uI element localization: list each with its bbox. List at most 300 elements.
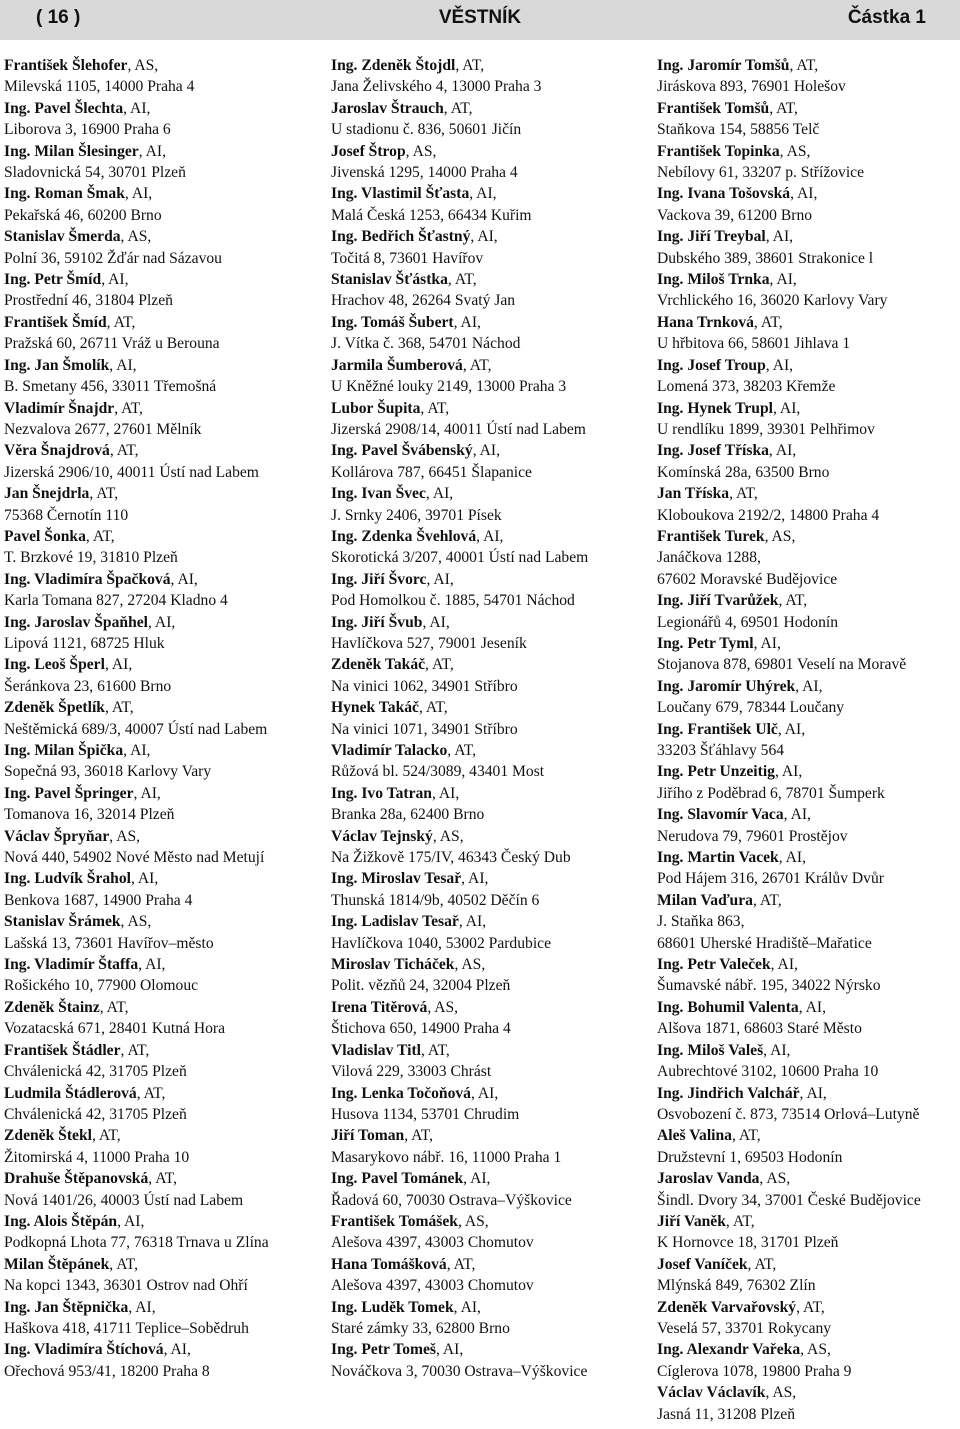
person-name: Ludmila Štádlerová	[4, 1084, 137, 1102]
qualification-code: , AI,	[472, 442, 500, 460]
person-address: Havlíčkova 527, 79001 Jeseník	[331, 634, 527, 652]
person-address: Žitomirská 4, 11000 Praha 10	[4, 1148, 190, 1166]
person-entry	[4, 1083, 304, 1126]
entry-name-line	[331, 783, 631, 804]
person-address: Chválenická 42, 31705 Plzeň	[4, 1105, 187, 1123]
person-entry	[331, 1168, 631, 1211]
person-entry	[657, 55, 957, 98]
qualification-code: , AI,	[133, 784, 161, 802]
entry-name-line	[657, 141, 957, 162]
qualification-code: , AT,	[418, 699, 448, 717]
entry-name-line	[4, 526, 304, 547]
person-name: Ing. Lenka Točoňová	[331, 1084, 471, 1102]
person-name: Ing. Luděk Tomek	[331, 1298, 454, 1316]
person-name: Ing. Pavel Švábenský	[331, 442, 473, 460]
person-entry	[331, 55, 631, 98]
qualification-code: , AI,	[101, 271, 129, 289]
entry-name-line	[331, 440, 631, 461]
qualification-code: , AI,	[138, 142, 167, 160]
person-entry	[331, 526, 631, 569]
entry-name-line	[657, 590, 957, 611]
entry-name-line	[657, 1297, 957, 1318]
entry-name-line	[331, 312, 631, 333]
person-name: Zdeněk Špetlík	[4, 699, 105, 717]
qualification-code: , AI,	[123, 99, 151, 117]
person-address: Vozatacská 671, 28401 Kutná Hora	[4, 1020, 225, 1038]
person-entry	[657, 312, 957, 355]
entry-name-line	[4, 183, 304, 204]
person-name: Drahuše Štěpanovská	[4, 1170, 149, 1188]
person-entry	[657, 141, 957, 184]
person-name: Ing. Tomáš Šubert	[331, 313, 454, 331]
qualification-code: , AT,	[443, 99, 473, 117]
issue-part: Částka 1	[847, 7, 926, 28]
person-name: Ing. Vladimíra Špačková	[4, 570, 171, 588]
person-address: Nebílovy 61, 33207 p. Střížovice	[657, 164, 865, 182]
entry-name-line	[4, 355, 304, 376]
person-name: Ing. Petr Unzeitig	[657, 763, 775, 781]
entry-name-line	[4, 312, 304, 333]
person-address: Lipová 1121, 68725 Hluk	[4, 634, 165, 652]
person-entry	[657, 719, 957, 762]
qualification-code: , AI,	[770, 956, 798, 974]
person-name: Ing. Petr Tyml	[657, 634, 754, 652]
entry-name-line	[331, 654, 631, 675]
person-name: Ing. Ivo Tatran	[331, 784, 432, 802]
entry-name-line	[657, 997, 957, 1018]
entry-name-line	[331, 1083, 631, 1104]
person-name: Ing. Jiří Treybal	[657, 228, 766, 246]
page-header	[0, 0, 960, 40]
qualification-code: , AI,	[163, 1341, 191, 1359]
person-address: Jiřího z Poděbrad 6, 78701 Šumperk	[657, 784, 885, 802]
entry-name-line	[4, 826, 304, 847]
person-address: 67602 Moravské Budějovice	[657, 570, 838, 588]
person-name: Zdeněk Štekl	[4, 1127, 92, 1145]
qualification-code: , AI,	[469, 185, 497, 203]
person-name: Ing. Petr Valeček	[657, 956, 771, 974]
qualification-code: , AI,	[148, 613, 176, 631]
person-name: Věra Šnajdrová	[4, 442, 110, 460]
entry-name-line	[657, 1040, 957, 1061]
qualification-code: , AS,	[120, 913, 152, 931]
qualification-code: , AT,	[447, 271, 477, 289]
qualification-code: , AI,	[777, 720, 806, 738]
person-entry	[4, 269, 304, 312]
entry-name-line	[657, 890, 957, 911]
entry-name-line	[657, 954, 957, 975]
qualification-code: , AT,	[420, 1041, 450, 1059]
person-name: František Šmíd	[4, 313, 107, 331]
entry-name-line	[657, 440, 957, 461]
person-address: Pekařská 46, 60200 Brno	[4, 206, 162, 224]
qualification-code: , AI,	[425, 485, 454, 503]
person-entry	[4, 226, 304, 269]
qualification-code: , AI,	[461, 870, 489, 888]
person-address: Vrchlického 16, 36020 Karlovy Vary	[657, 292, 888, 310]
qualification-code: , AS,	[432, 827, 464, 845]
entry-name-line	[331, 740, 631, 761]
qualification-code: , AS,	[759, 1170, 791, 1188]
person-address: Na vinici 1071, 34901 Stříbro	[331, 720, 518, 738]
qualification-code: , AT,	[91, 1127, 121, 1145]
person-entry	[331, 954, 631, 997]
person-address: Aubrechtové 3102, 10600 Praha 10	[657, 1063, 879, 1081]
qualification-code: , AT,	[725, 1212, 755, 1230]
entry-name-line	[4, 1211, 304, 1232]
qualification-code: , AI,	[768, 442, 797, 460]
person-address: Ořechová 953/41, 18200 Praha 8	[4, 1362, 210, 1380]
person-entry	[657, 1125, 957, 1168]
person-name: Jan Tříska	[657, 485, 730, 503]
entry-name-line	[4, 783, 304, 804]
person-address: J. Vítka č. 368, 54701 Náchod	[331, 335, 521, 353]
qualification-code: , AT,	[447, 742, 476, 759]
person-name: Zdeněk Štainz	[4, 998, 100, 1016]
entry-name-line	[657, 1168, 957, 1189]
person-entry	[4, 1211, 304, 1254]
person-entry	[331, 141, 631, 184]
entry-name-line	[331, 1125, 631, 1146]
entry-name-line	[331, 1297, 631, 1318]
entry-name-line	[4, 440, 304, 461]
person-name: Milan Štěpánek	[4, 1255, 110, 1273]
entry-name-line	[331, 98, 631, 119]
qualification-code: , AS,	[457, 1212, 489, 1230]
person-address: Nováčkova 3, 70030 Ostrava–Výškovice	[331, 1362, 588, 1380]
person-entry	[4, 55, 304, 98]
qualification-code: , AT,	[420, 399, 450, 417]
person-entry	[4, 526, 304, 569]
person-address: Staňkova 154, 58856 Telč	[657, 121, 820, 139]
person-name: Ing. Jiří Švorc	[331, 570, 427, 588]
person-name: Ing. Jaroslav Špaňhel	[4, 613, 148, 631]
entry-name-line	[331, 398, 631, 419]
person-address: Stojanova 878, 69801 Veselí na Moravě	[657, 656, 907, 674]
person-name: Jan Šnejdrla	[4, 485, 90, 503]
person-name: Miroslav Ticháček	[331, 956, 455, 974]
entry-name-line	[4, 954, 304, 975]
person-name: Jaroslav Vanda	[657, 1170, 760, 1188]
qualification-code: , AI,	[778, 849, 807, 867]
person-entry	[4, 654, 304, 697]
person-entry	[331, 1040, 631, 1083]
qualification-code: , AT,	[89, 485, 119, 503]
person-name: Ing. Zdeněk Štojdl	[331, 57, 456, 74]
entry-name-line	[331, 526, 631, 547]
person-address: Neštěmická 689/3, 40007 Ústí nad Labem	[4, 720, 268, 738]
person-entry	[4, 483, 304, 526]
entry-name-line	[4, 997, 304, 1018]
person-entry	[331, 911, 631, 954]
entry-name-line	[657, 183, 957, 204]
entry-name-line	[331, 226, 631, 247]
person-entry	[331, 269, 631, 312]
entry-name-line	[657, 312, 957, 333]
person-address: Štichova 650, 14900 Praha 4	[331, 1020, 511, 1038]
qualification-code: , AI,	[170, 570, 198, 588]
qualification-code: , AI,	[453, 313, 481, 331]
person-entry	[331, 997, 631, 1040]
person-address: T. Brzkové 19, 31810 Plzeň	[4, 549, 178, 567]
person-entry	[657, 590, 957, 633]
person-entry	[4, 440, 304, 483]
qualification-code: , AI,	[798, 998, 826, 1016]
person-address: Jizerská 2906/10, 40011 Ústí nad Labem	[4, 463, 259, 481]
person-name: Hana Trnková	[657, 313, 754, 331]
person-entry	[331, 1339, 631, 1382]
qualification-code: , AS,	[427, 998, 459, 1016]
qualification-code: , AI,	[422, 613, 450, 631]
person-entry	[657, 1083, 957, 1126]
person-name: Jiří Vaněk	[657, 1212, 726, 1230]
entry-name-line	[331, 569, 631, 590]
entry-name-line	[657, 719, 957, 740]
person-name: Ing. Slavomír Vaca	[657, 806, 784, 824]
qualification-code: , AI,	[765, 356, 794, 374]
person-entry	[657, 804, 957, 847]
person-entry	[4, 312, 304, 355]
qualification-code: , AI,	[470, 1084, 499, 1102]
person-name: Stanislav Šmerda	[4, 228, 121, 246]
person-address: B. Smetany 456, 33011 Třemošná	[4, 378, 217, 396]
entry-name-line	[331, 1211, 631, 1232]
person-address: Branka 28a, 62400 Brno	[331, 806, 485, 824]
entry-name-line	[4, 1083, 304, 1104]
person-address: Sladovnická 54, 30701 Plzeň	[4, 164, 186, 182]
entry-name-line	[4, 868, 304, 889]
person-address: Alešova 4397, 43003 Chomutov	[331, 1234, 534, 1252]
person-entry	[331, 355, 631, 398]
person-entry	[4, 612, 304, 655]
person-name: Zdeněk Varvařovský	[657, 1298, 797, 1316]
person-address: Alešova 4397, 43003 Chomutov	[331, 1277, 534, 1295]
person-address: Na vinici 1062, 34901 Stříbro	[331, 677, 518, 695]
qualification-code: , AT,	[136, 1084, 166, 1102]
person-name: Irena Titěrová	[331, 998, 428, 1016]
qualification-code: , AT,	[120, 1041, 150, 1059]
person-address: Na kopci 1343, 36301 Ostrov nad Ohří	[4, 1277, 248, 1295]
person-entry	[331, 569, 631, 612]
person-name: Ing. Milan Špička	[4, 742, 124, 759]
person-address: Nová 440, 54902 Nové Město nad Metují	[4, 849, 265, 867]
person-name: Hana Tomášková	[331, 1255, 447, 1273]
person-entry	[331, 783, 631, 826]
person-address: U stadionu č. 836, 50601 Jičín	[331, 121, 522, 139]
qualification-code: , AT,	[99, 998, 129, 1016]
person-entry	[4, 1297, 304, 1340]
qualification-code: , AS,	[405, 142, 437, 160]
entry-name-line	[331, 697, 631, 718]
entry-name-line	[657, 761, 957, 782]
entry-name-line	[331, 1040, 631, 1061]
person-entry	[331, 1211, 631, 1254]
person-address: Na Žižkově 175/IV, 46343 Český Dub	[331, 849, 571, 867]
qualification-code: , AI,	[435, 1341, 464, 1359]
person-name: Aleš Valina	[657, 1127, 732, 1145]
entry-name-line	[657, 226, 957, 247]
person-address: Polní 36, 59102 Žďár nad Sázavou	[4, 249, 222, 267]
qualification-code: , AI,	[476, 527, 504, 545]
person-entry	[657, 1211, 957, 1254]
person-address: Staré zámky 33, 62800 Brno	[331, 1319, 510, 1337]
person-name: Vladislav Titl	[331, 1041, 421, 1059]
person-address: Pod Homolkou č. 1885, 54701 Náchod	[331, 592, 575, 610]
person-address: Podkopná Lhota 77, 76318 Trnava u Zlína	[4, 1234, 269, 1252]
qualification-code: , AT,	[114, 399, 143, 417]
person-name: Stanislav Šrámek	[4, 913, 121, 931]
person-entry	[657, 1297, 957, 1340]
person-name: Milan Vaďura	[657, 891, 753, 909]
qualification-code: , AS,	[120, 228, 152, 246]
entry-name-line	[331, 141, 631, 162]
entry-name-line	[657, 55, 957, 76]
person-address: Pod Hájem 316, 26701 Králův Dvůr	[657, 870, 884, 888]
person-entry	[4, 355, 304, 398]
qualification-code: , AT,	[778, 592, 808, 610]
person-name: Ing. Jindřich Valchář	[657, 1084, 800, 1102]
person-entry	[657, 954, 957, 997]
person-entry	[657, 398, 957, 441]
person-name: Ing. Petr Tomeš	[331, 1341, 436, 1359]
person-address: Šumavské nábř. 195, 34022 Nýrsko	[657, 977, 881, 995]
person-address: Haškova 418, 41711 Teplice–Sobědruh	[4, 1319, 249, 1337]
person-entry	[331, 654, 631, 697]
qualification-code: , AT,	[148, 1170, 178, 1188]
qualification-code: , AT,	[769, 99, 798, 117]
person-address: Alšova 1871, 68603 Staré Město	[657, 1020, 862, 1038]
person-address: Komínská 28a, 63500 Brno	[657, 463, 830, 481]
qualification-code: , AI,	[124, 185, 153, 203]
person-name: Jaroslav Štrauch	[331, 99, 444, 117]
person-name: Ing. Martin Vacek	[657, 849, 779, 867]
person-address: Prostřední 46, 31804 Plzeň	[4, 292, 173, 310]
person-name: Ing. Alois Štěpán	[4, 1212, 118, 1230]
person-entry	[657, 526, 957, 590]
page-number: ( 16 )	[36, 7, 81, 28]
person-address: J. Staňka 863,	[657, 913, 745, 931]
qualification-code: , AI,	[773, 399, 801, 417]
person-address: Jivenská 1295, 14000 Praha 4	[331, 164, 518, 182]
person-entry	[657, 890, 957, 954]
person-name: Ing. Jiří Tvarůžek	[657, 592, 779, 610]
person-address: Dubského 389, 38601 Strakonice l	[657, 249, 874, 267]
person-entry	[331, 226, 631, 269]
entry-name-line	[4, 1254, 304, 1275]
person-entry	[657, 1382, 957, 1425]
person-name: Ing. Vlastimil Šťasta	[331, 185, 470, 203]
person-address: Růžová bl. 524/3089, 43401 Most	[331, 763, 545, 781]
qualification-code: , AS,	[765, 1384, 797, 1402]
person-name: Ing. Vladimíra Štíchová	[4, 1341, 164, 1359]
person-entry	[4, 868, 304, 911]
person-entry	[331, 1254, 631, 1297]
person-name: Václav Tejnský	[331, 827, 433, 845]
person-name: Pavel Šonka	[4, 527, 86, 545]
person-address: Liborova 3, 16900 Praha 6	[4, 121, 171, 139]
qualification-code: , AI,	[783, 806, 811, 824]
person-address: Skorotická 3/207, 40001 Ústí nad Labem	[331, 549, 589, 567]
qualification-code: , AI,	[426, 570, 454, 588]
person-address: Masarykovo nábř. 16, 11000 Praha 1	[331, 1148, 562, 1166]
person-address: Cíglerova 1078, 19800 Praha 9	[657, 1362, 852, 1380]
person-entry	[4, 697, 304, 740]
person-entry	[657, 183, 957, 226]
person-name: Ing. Hynek Trupl	[657, 399, 773, 417]
person-name: Ing. Zdenka Švehlová	[331, 527, 477, 545]
entry-name-line	[4, 569, 304, 590]
qualification-code: , AI,	[109, 356, 137, 374]
person-name: Ing. Miroslav Tesař	[331, 870, 462, 888]
person-address: Vackova 39, 61200 Brno	[657, 206, 813, 224]
column-middle	[331, 55, 631, 1382]
qualification-code: , AT,	[752, 891, 782, 909]
person-entry	[657, 1254, 957, 1297]
entry-name-line	[4, 1125, 304, 1146]
entry-name-line	[657, 269, 957, 290]
entry-name-line	[331, 1254, 631, 1275]
person-name: Ing. Ivana Tošovská	[657, 185, 791, 203]
qualification-code: , AT,	[109, 442, 139, 460]
person-name: Ing. Alexandr Vařeka	[657, 1341, 801, 1359]
person-entry	[657, 633, 957, 676]
person-address: Jiráskova 893, 76901 Holešov	[657, 78, 846, 96]
person-address: Družstevní 1, 69503 Hodonín	[657, 1148, 843, 1166]
person-name: Josef Štrop	[331, 142, 406, 160]
person-entry	[331, 697, 631, 740]
person-entry	[331, 440, 631, 483]
qualification-code: , AS,	[764, 527, 796, 545]
person-entry	[331, 183, 631, 226]
person-address: 33203 Šťáhlavy 564	[657, 742, 785, 759]
person-address: Lašská 13, 73601 Havířov–město	[4, 934, 214, 952]
entry-name-line	[331, 1339, 631, 1360]
qualification-code: , AI,	[123, 742, 151, 759]
person-address: Lomená 373, 38203 Křemže	[657, 378, 836, 396]
entry-name-line	[331, 1168, 631, 1189]
entry-name-line	[4, 740, 304, 761]
person-address: Jizerská 2908/14, 40011 Ústí nad Labem	[331, 420, 586, 438]
entry-name-line	[4, 398, 304, 419]
qualification-code: , AI,	[790, 185, 818, 203]
qualification-code: , AI,	[130, 870, 159, 888]
qualification-code: , AT,	[753, 313, 783, 331]
entry-name-line	[4, 1339, 304, 1360]
person-address: Malá Česká 1253, 66434 Kuřim	[331, 206, 532, 224]
person-name: Ing. Bohumil Valenta	[657, 998, 799, 1016]
person-entry	[4, 826, 304, 869]
qualification-code: , AT,	[729, 485, 758, 503]
entry-name-line	[331, 612, 631, 633]
person-name: Ing. Jaromír Tomšů	[657, 57, 790, 74]
entry-name-line	[657, 847, 957, 868]
qualification-code: , AI,	[431, 784, 460, 802]
qualification-code: , AT,	[109, 1255, 139, 1273]
qualification-code: , AS,	[454, 956, 486, 974]
person-name: Ing. Petr Šmíd	[4, 271, 102, 289]
person-entry	[4, 1254, 304, 1297]
person-address: Sopečná 93, 36018 Karlovy Vary	[4, 763, 212, 781]
person-address: Janáčkova 1288,	[657, 549, 761, 567]
person-name: František Turek	[657, 527, 765, 545]
entry-name-line	[657, 355, 957, 376]
person-entry	[4, 98, 304, 141]
person-entry	[657, 847, 957, 890]
person-entry	[331, 312, 631, 355]
person-name: Lubor Šupita	[331, 399, 421, 417]
person-name: Ing. Pavel Tománek	[331, 1170, 464, 1188]
qualification-code: , AT,	[104, 699, 134, 717]
